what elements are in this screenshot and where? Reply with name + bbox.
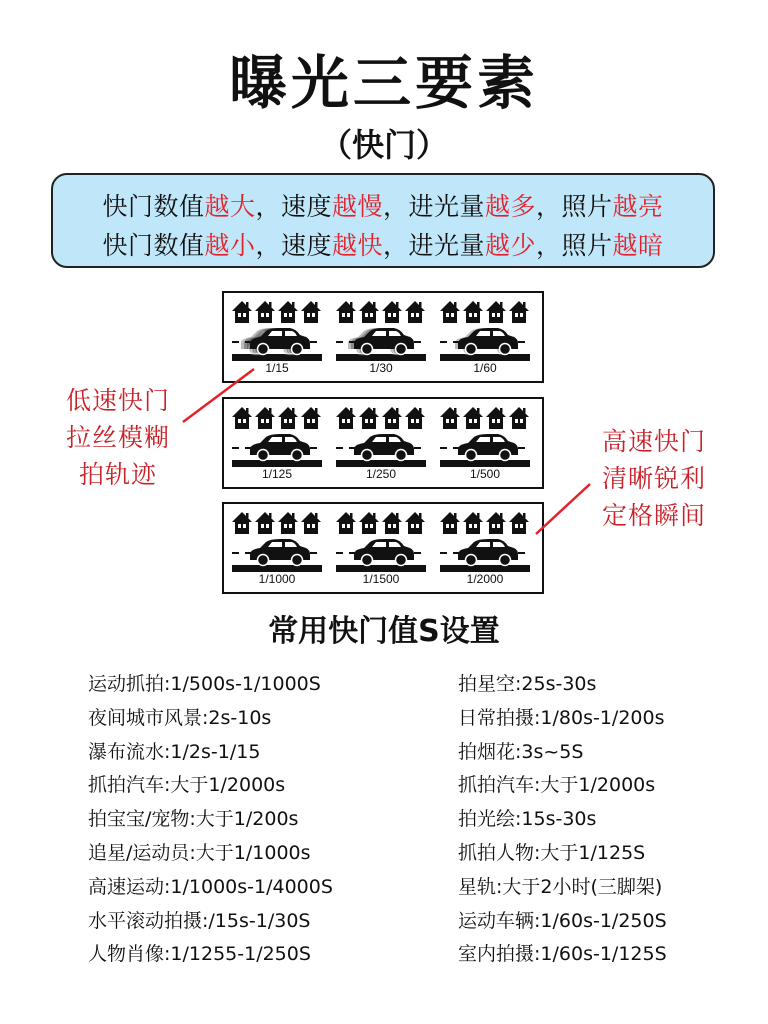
setting-item: 拍光绘:15s-30s (458, 808, 597, 831)
setting-item: 高速运动:1/1000s-1/4000S (88, 875, 333, 898)
frame-illustration (438, 403, 532, 469)
rule-emphasis: 越多 (485, 192, 537, 221)
house-icon (382, 301, 402, 323)
setting-item: 夜间城市风景:2s-10s (88, 706, 272, 729)
setting-item: 星轨:大于2小时(三脚架) (458, 875, 663, 898)
house-icon (232, 301, 252, 323)
shutter-frame (438, 508, 532, 588)
rule-emphasis: 越亮 (612, 192, 664, 221)
rule-line-larger (53, 187, 713, 223)
shutter-frame (334, 508, 428, 588)
house-icon (336, 512, 356, 534)
house-icon (463, 512, 483, 534)
setting-item: 拍烟花:3s~5S (458, 740, 584, 763)
note-line: 定格瞬间 (601, 501, 706, 530)
rule-text: ，照片 (536, 231, 613, 260)
note-line: 拉丝模糊 (65, 423, 170, 452)
rule-line-smaller (53, 226, 713, 262)
frame-illustration (438, 508, 532, 574)
house-icon (278, 407, 298, 429)
right-pointer-line (536, 484, 590, 534)
house-icon (440, 407, 460, 429)
car-icon (354, 328, 414, 355)
setting-item: 追星/运动员:大于1/1000s (88, 841, 311, 864)
house-icon (509, 407, 529, 429)
house-icon (463, 301, 483, 323)
house-icon (509, 512, 529, 534)
shutter-speed-label: 1/1000 (258, 572, 296, 586)
note-line: 低速快门 (65, 386, 170, 415)
house-icon (255, 512, 275, 534)
note-line: 拍轨迹 (78, 460, 157, 489)
rule-text: ，照片 (536, 192, 613, 221)
house-icon (486, 407, 506, 429)
rule-emphasis: 越快 (331, 231, 383, 260)
shutter-speed-label: 1/250 (365, 467, 397, 481)
shutter-frame (230, 403, 324, 483)
shutter-row-medium (222, 397, 544, 489)
shutter-frame (230, 508, 324, 588)
road-bar (232, 354, 322, 361)
house-icon (278, 512, 298, 534)
road-bar (336, 460, 426, 467)
rule-text: ，速度 (255, 192, 332, 221)
car-icon (250, 434, 310, 461)
shutter-speed-label: 1/500 (469, 467, 501, 481)
page-subtitle: （快门） (319, 126, 448, 164)
house-icon (359, 301, 379, 323)
setting-item: 水平滚动拍摄:/15s-1/30S (88, 909, 311, 932)
frame-illustration (334, 403, 428, 469)
shutter-row-fast (222, 502, 544, 594)
settings-list-right (458, 668, 667, 972)
setting-item: 室内拍摄:1/60s-1/125S (458, 943, 667, 966)
house-icon (509, 301, 529, 323)
road-bar (440, 565, 530, 572)
shutter-frame (334, 297, 428, 377)
road-bar (336, 565, 426, 572)
house-icon (440, 301, 460, 323)
house-icon (382, 512, 402, 534)
rule-text: ，进光量 (383, 231, 486, 260)
shutter-row-slow (222, 291, 544, 383)
setting-item: 人物肖像:1/1255-1/250S (88, 943, 311, 966)
house-icon (301, 301, 321, 323)
frame-illustration (230, 403, 324, 469)
road-bar (336, 354, 426, 361)
settings-list-left (88, 668, 333, 972)
setting-item: 抓拍人物:大于1/125S (458, 841, 646, 864)
road-bar (440, 354, 530, 361)
setting-item: 拍星空:25s-30s (458, 673, 597, 695)
slow-shutter-note (52, 382, 184, 493)
car-icon (458, 434, 518, 461)
house-icon (463, 407, 483, 429)
house-icon (486, 512, 506, 534)
frame-illustration (230, 297, 324, 363)
setting-item: 拍宝宝/宠物:大于1/200s (88, 808, 299, 831)
house-icon (405, 301, 425, 323)
car-icon (458, 539, 518, 566)
house-icon (301, 407, 321, 429)
house-icon (301, 512, 321, 534)
setting-item: 运动车辆:1/60s-1/250S (458, 909, 667, 932)
note-line: 清晰锐利 (601, 464, 706, 493)
fast-shutter-note (588, 423, 720, 534)
house-icon (486, 301, 506, 323)
rule-emphasis: 越少 (485, 231, 537, 260)
house-icon (255, 301, 275, 323)
setting-item: 抓拍汽车:大于1/2000s (88, 774, 286, 797)
page-title: 曝光三要素 (228, 49, 539, 117)
shutter-speed-label: 1/60 (473, 361, 497, 375)
house-icon (278, 301, 298, 323)
house-icon (336, 407, 356, 429)
road-bar (232, 565, 322, 572)
frame-illustration (230, 508, 324, 574)
road-bar (440, 460, 530, 467)
frame-illustration (334, 297, 428, 363)
rule-text: ，进光量 (383, 192, 486, 221)
car-icon (354, 539, 414, 566)
shutter-frame (438, 403, 532, 483)
rule-emphasis: 越大 (204, 192, 256, 221)
section-title: 常用快门值S设置 (268, 614, 500, 649)
road-bar (232, 460, 322, 467)
car-icon (250, 539, 310, 566)
shutter-frame (230, 297, 324, 377)
house-icon (405, 407, 425, 429)
shutter-speed-label: 1/30 (369, 361, 393, 375)
rule-emphasis: 越慢 (331, 192, 383, 221)
house-icon (359, 407, 379, 429)
car-icon (458, 328, 518, 355)
frame-illustration (334, 508, 428, 574)
setting-item: 抓拍汽车:大于1/2000s (458, 774, 656, 797)
setting-item: 日常拍摄:1/80s-1/200s (458, 706, 665, 729)
note-line: 高速快门 (601, 427, 706, 456)
house-icon (232, 512, 252, 534)
house-icon (232, 407, 252, 429)
setting-item: 瀑布流水:1/2s-1/15 (88, 740, 261, 763)
house-icon (405, 512, 425, 534)
car-icon (354, 434, 414, 461)
shutter-speed-label: 1/15 (265, 361, 289, 375)
rule-text: ，速度 (255, 231, 332, 260)
shutter-frame (334, 403, 428, 483)
rule-emphasis: 越小 (204, 231, 256, 260)
rule-text: 快门数值 (102, 192, 205, 221)
shutter-speed-label: 1/1500 (362, 572, 400, 586)
rule-emphasis: 越暗 (612, 231, 664, 260)
shutter-speed-label: 1/125 (261, 467, 293, 481)
house-icon (336, 301, 356, 323)
rule-text: 快门数值 (102, 231, 205, 260)
house-icon (255, 407, 275, 429)
shutter-frame (438, 297, 532, 377)
frame-illustration (438, 297, 532, 363)
house-icon (440, 512, 460, 534)
shutter-speed-label: 1/2000 (466, 572, 504, 586)
house-icon (359, 512, 379, 534)
house-icon (382, 407, 402, 429)
rule-summary-box (51, 173, 715, 268)
setting-item: 运动抓拍:1/500s-1/1000S (88, 673, 321, 695)
